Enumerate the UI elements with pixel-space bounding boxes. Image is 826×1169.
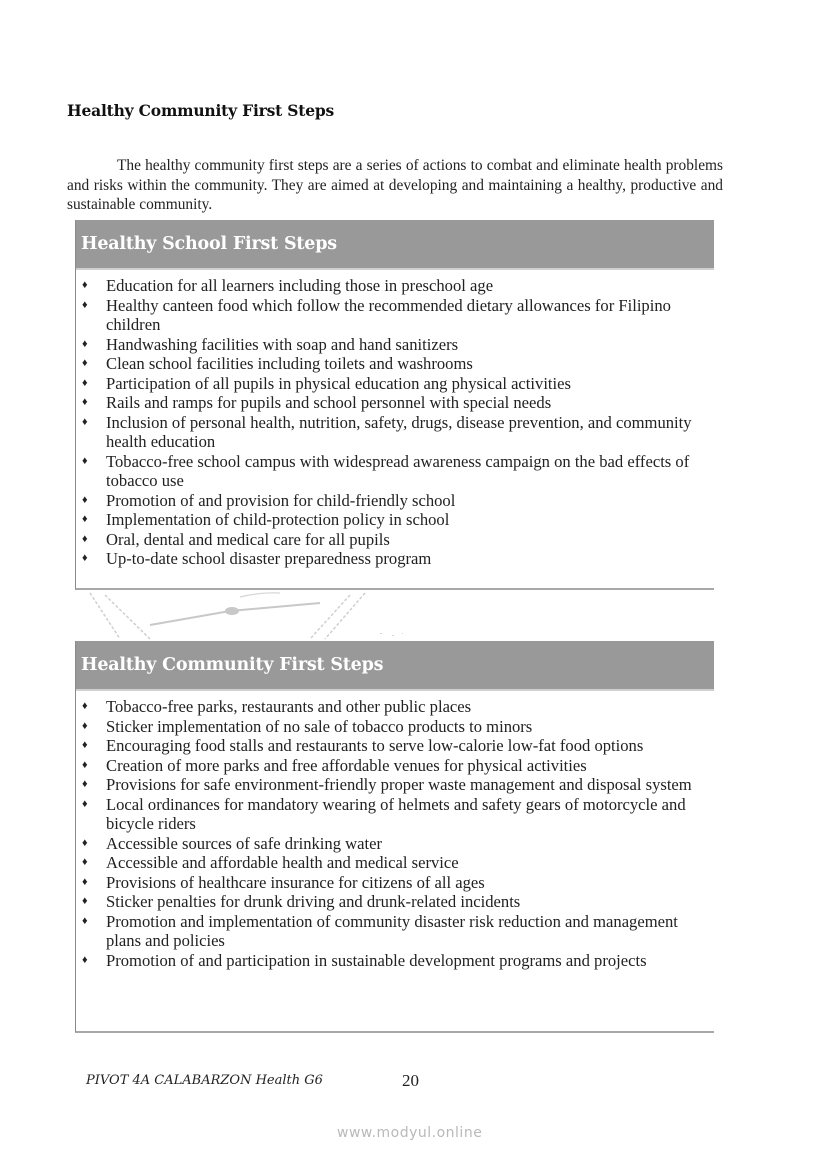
list-item: [76, 697, 714, 717]
list-item-text: Local ordinances for mandatory wearing of helmets and safety gears of motorcycle and bicycle riders: [106, 794, 686, 833]
list-item-text: Implementation of child-protection policy in school: [106, 510, 450, 529]
diamond-bullet-icon: ♦: [82, 337, 88, 350]
diamond-bullet-icon: ♦: [82, 856, 88, 868]
list-item: [76, 795, 714, 834]
list-item-text: Accessible and affordable health and medical service: [106, 853, 459, 872]
healthy-community-box: [75, 641, 714, 1033]
healthy-community-list: [76, 691, 714, 970]
list-item-text: Creation of more parks and free affordable venues for physical activities: [106, 755, 587, 775]
diamond-bullet-icon: ♦: [82, 298, 88, 311]
diamond-bullet-icon: ♦: [82, 396, 88, 408]
list-item: [76, 530, 714, 550]
healthy-community-box-title: Healthy Community First Steps: [76, 641, 714, 691]
list-item: [76, 510, 714, 530]
list-item: [76, 354, 714, 374]
healthy-school-box: [75, 220, 714, 590]
list-item-text: Clean school facilities including toilets and washrooms: [106, 354, 473, 373]
diamond-bullet-icon: ♦: [82, 700, 88, 712]
diamond-bullet-icon: ♦: [82, 719, 88, 732]
healthy-school-list: [76, 270, 714, 569]
list-item-text: Promotion and implementation of community disaster risk reduction and management plans and policies: [106, 911, 678, 950]
list-item: [76, 873, 714, 893]
list-item-text: Provisions of healthcare insurance for citizens of all ages: [106, 872, 485, 892]
diamond-bullet-icon: ♦: [82, 797, 88, 810]
list-item: [76, 892, 714, 912]
list-item-text: Promotion of and participation in sustainable development programs and projects: [106, 950, 647, 970]
diamond-bullet-icon: ♦: [82, 376, 88, 389]
list-item: [76, 276, 714, 296]
list-item-text: Sticker implementation of no sale of tobacco products to minors: [106, 716, 533, 736]
diamond-bullet-icon: ♦: [82, 357, 88, 369]
list-item: [76, 736, 714, 756]
list-item-text: Promotion of and provision for child-friendly school: [106, 490, 456, 510]
list-item: [76, 491, 714, 511]
list-item: [76, 549, 714, 569]
diamond-bullet-icon: ♦: [82, 836, 88, 849]
list-item-text: Oral, dental and medical care for all pupils: [106, 529, 390, 549]
diamond-bullet-icon: ♦: [82, 758, 88, 771]
list-item-text: Healthy canteen food which follow the recommended dietary allowances for Filipino children: [106, 295, 671, 334]
diamond-bullet-icon: ♦: [82, 415, 88, 428]
diamond-bullet-icon: ♦: [82, 914, 88, 927]
list-item: [76, 335, 714, 355]
intro-text: The healthy community first steps are a series of actions to combat and eliminate health problems and risks within the community. They are aimed at developing and maintaining a healthy, productive and sustainable community.: [67, 157, 723, 214]
diamond-bullet-icon: ♦: [82, 875, 88, 888]
healthy-school-box-title: Healthy School First Steps: [76, 220, 714, 270]
diamond-bullet-icon: ♦: [82, 513, 88, 525]
list-item: [76, 296, 714, 335]
list-item: [76, 756, 714, 776]
list-item: [76, 834, 714, 854]
list-item: [76, 951, 714, 971]
footer-module-label: PIVOT 4A CALABARZON Health G6: [86, 1073, 323, 1088]
diamond-bullet-icon: ♦: [82, 895, 88, 907]
diamond-bullet-icon: ♦: [82, 454, 88, 467]
decorative-ribbon-graphic: [80, 589, 720, 641]
list-item: [76, 775, 714, 795]
list-item: [76, 374, 714, 394]
intro-paragraph: [67, 156, 723, 215]
list-item-text: Provisions for safe environment-friendly proper waste management and disposal system: [106, 775, 692, 794]
list-item-text: Tobacco-free school campus with widespread awareness campaign on the bad effects of tobacco use: [106, 451, 690, 490]
list-item: [76, 853, 714, 873]
document-heading: Healthy Community First Steps: [67, 101, 335, 120]
diamond-bullet-icon: ♦: [82, 778, 88, 790]
list-item-text: Sticker penalties for drunk driving and drunk-related incidents: [106, 892, 521, 911]
diamond-bullet-icon: ♦: [82, 739, 88, 751]
list-item-text: Tobacco-free parks, restaurants and other public places: [106, 697, 472, 716]
list-item-text: Encouraging food stalls and restaurants to serve low-calorie low-fat food options: [106, 736, 644, 755]
list-item-text: Up-to-date school disaster preparedness program: [106, 549, 432, 568]
website-watermark: www.modyul.online: [337, 1125, 483, 1141]
diamond-bullet-icon: ♦: [82, 532, 88, 545]
page-number: 20: [402, 1071, 419, 1090]
diamond-bullet-icon: ♦: [82, 493, 88, 506]
list-item-text: Rails and ramps for pupils and school personnel with special needs: [106, 393, 552, 412]
list-item-text: Inclusion of personal health, nutrition, safety, drugs, disease prevention, and community health education: [106, 412, 692, 451]
list-item-text: Handwashing facilities with soap and hand sanitizers: [106, 334, 459, 354]
list-item: [76, 393, 714, 413]
list-item: [76, 912, 714, 951]
diamond-bullet-icon: ♦: [82, 552, 88, 564]
list-item: [76, 452, 714, 491]
list-item-text: Education for all learners including those in preschool age: [106, 276, 494, 295]
diamond-bullet-icon: ♦: [82, 279, 88, 291]
list-item: [76, 717, 714, 737]
list-item-text: Participation of all pupils in physical education ang physical activities: [106, 373, 571, 393]
list-item-text: Accessible sources of safe drinking water: [106, 833, 383, 853]
diamond-bullet-icon: ♦: [82, 953, 88, 966]
list-item: [76, 413, 714, 452]
